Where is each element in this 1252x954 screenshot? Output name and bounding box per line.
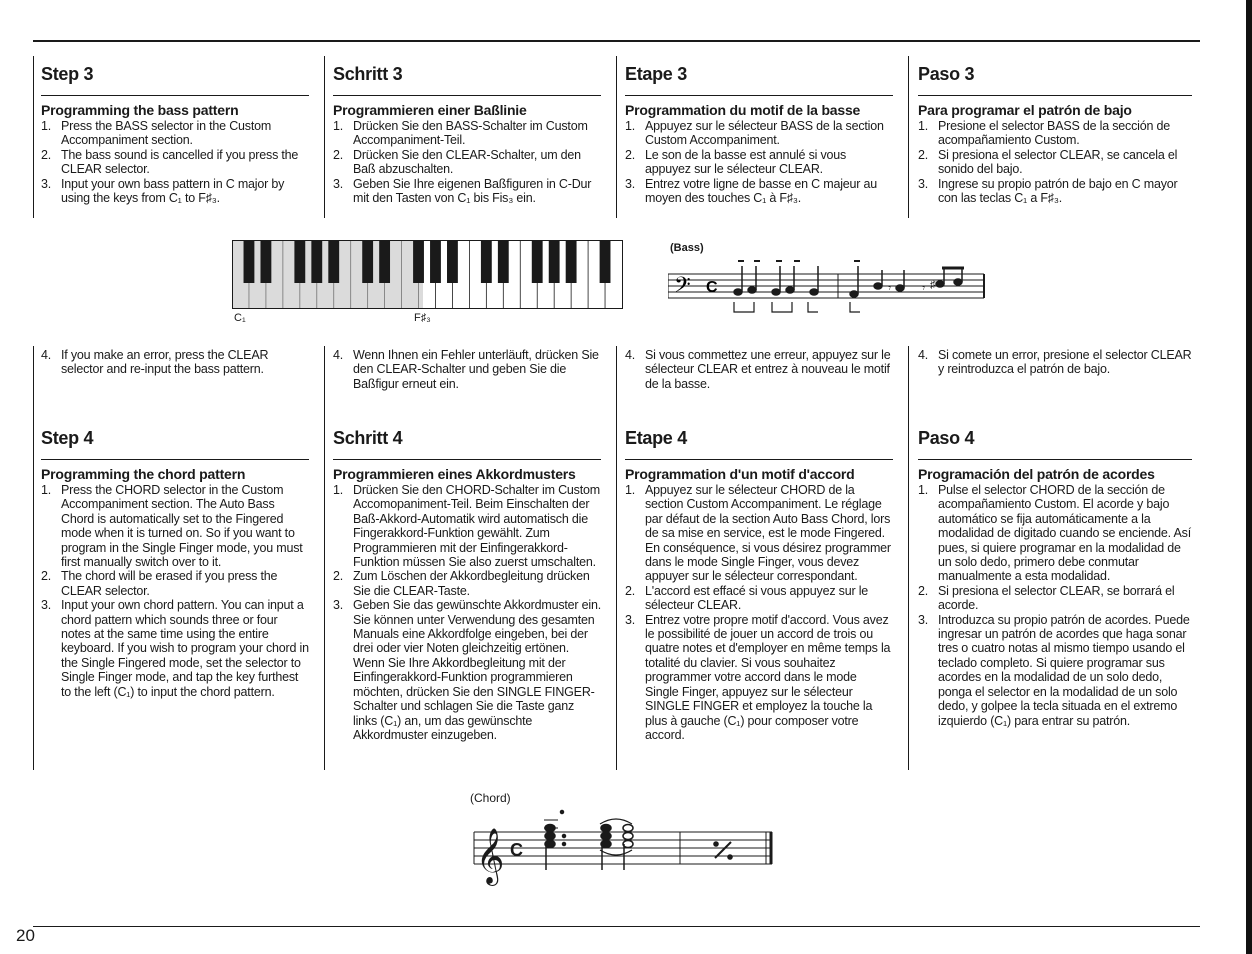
treble-clef-staff-icon	[470, 806, 776, 888]
section-title: Paso 4	[918, 428, 1192, 460]
section-subtitle: Programming the chord pattern	[41, 466, 246, 482]
list-item: 1. Pulse el selector CHORD de la sección de acompañamiento Custom. El acorde y bajo automático se fija automáticamente a la modalidad de digitado cuando se enciende. Así pues, si quiere programar en la modalidad de un solo dedo, primero debe conmutar manualmente a esta modalidad.	[918, 483, 1191, 584]
section-title: Etape 3	[625, 64, 893, 96]
bottom-rule	[33, 926, 1200, 927]
column-divider	[33, 346, 34, 770]
column-divider	[616, 56, 617, 218]
page-edge-bar	[1246, 0, 1252, 954]
column-divider	[33, 56, 34, 218]
black-key	[379, 241, 390, 283]
step4-fr-section	[625, 428, 893, 742]
list-item: 2. Si presiona el selector CLEAR, se borrará el acorde.	[918, 583, 1175, 613]
list-item: 4. Si vous commettez une erreur, appuyez sur le sélecteur CLEAR et entrez à nouveau le motif de la basse.	[625, 348, 891, 391]
section-subtitle: Para programar el patrón de bajo	[918, 102, 1132, 118]
list-item: 2. Drücken Sie den CLEAR-Schalter, um den Baß abzuschalten.	[333, 147, 581, 177]
black-key	[244, 241, 255, 283]
list-item: 2. The bass sound is cancelled if you press the CLEAR selector.	[41, 147, 299, 177]
black-key	[260, 241, 271, 283]
list-item: 4. Si comete un error, presione el selector CLEAR y reintroduzca el patrón de bajo.	[918, 348, 1192, 377]
piano-keyboard-icon	[232, 240, 624, 310]
list-item: 4. Wenn Ihnen ein Fehler unterläuft, drücken Sie den CLEAR-Schalter und geben Sie die Baßfigur erneut ein.	[333, 348, 599, 391]
section-title: Etape 4	[625, 428, 893, 460]
section-subtitle: Programming the bass pattern	[41, 102, 239, 118]
page-number: 20	[16, 926, 35, 945]
column-divider	[616, 346, 617, 770]
black-key	[566, 241, 577, 283]
list-item: 3. Entrez votre ligne de basse en C majeur au moyen des touches C₁ à F♯₃.	[625, 176, 878, 206]
instruction-list	[625, 119, 893, 205]
list-item: 1. Press the CHORD selector in the Custom Accompaniment section. The Auto Bass Chord is automatically set to the Fingered mode when it is turned on. So if you want to program in the Single Finger mode, you must first manually switch over to it.	[41, 483, 303, 570]
list-item: 2. The chord will be erased if you press the CLEAR selector.	[41, 569, 278, 598]
instruction-list	[918, 348, 1192, 377]
instruction-list	[625, 483, 893, 742]
black-key	[328, 241, 339, 283]
instruction-list	[41, 348, 309, 377]
chord-label: (Chord)	[470, 791, 511, 805]
column-divider	[324, 346, 325, 770]
section-title: Schritt 3	[333, 64, 601, 96]
step4-es-section	[918, 428, 1192, 728]
svg-text:𝄞: 𝄞	[476, 830, 505, 883]
section-title: Step 3	[41, 64, 309, 96]
black-key	[532, 241, 543, 283]
section-subtitle: Programmation du motif de la basse	[625, 102, 861, 118]
instruction-list	[333, 348, 601, 391]
step3-fr-section	[625, 64, 893, 205]
list-item: 1. Appuyez sur le sélecteur CHORD de la section Custom Accompaniment. Le réglage par défaut de la section Auto Bass Chord, lors de sa mise en service, est le mode Fingered. En conséquence, si vous désirez programmer dans le mode Single Finger, vous devez appuyer sur le sélecteur correspondant.	[625, 483, 891, 584]
black-key	[549, 241, 560, 283]
svg-text:♯: ♯	[930, 279, 936, 291]
black-key	[498, 241, 509, 283]
list-item: 1. Presione el selector BASS de la sección de acompañamiento Custom.	[918, 119, 1171, 148]
list-item: 3. Entrez votre propre motif d'accord. Vous avez le possibilité de jouer un accord de trois ou quatre notes et d'employer en même temps la totalité du clavier. Si vous souhaitez programmer votre accord dans le mode Single Finger, appuyez sur le sélecteur SINGLE FINGER et employez la touche la plus à gauche (C₁) pour composer votre accord.	[625, 612, 891, 742]
section-title: Paso 3	[918, 64, 1192, 96]
section-subtitle: Programmieren einer Baßlinie	[333, 102, 527, 118]
instruction-list	[333, 483, 601, 742]
step3-de-continued	[333, 348, 601, 391]
list-item: 2. Zum Löschen der Akkordbegleitung drücken Sie die CLEAR-Taste.	[333, 569, 590, 598]
list-item: 1. Appuyez sur le sélecteur BASS de la section Custom Accompaniment.	[625, 119, 884, 148]
black-key	[447, 241, 458, 283]
step4-de-section	[333, 428, 601, 742]
black-key	[481, 241, 492, 283]
list-item: 1. Drücken Sie den BASS-Schalter im Custom Accompaniment-Teil.	[333, 119, 588, 148]
column-divider	[908, 56, 909, 218]
section-title: Schritt 4	[333, 428, 601, 460]
list-item: 3. Ingrese su propio patrón de bajo en C mayor con las teclas C₁ a F♯₃.	[918, 176, 1178, 206]
list-item: 3. Input your own bass pattern in C major by using the keys from C₁ to F♯₃.	[41, 176, 285, 206]
svg-text:𝄢: 𝄢	[674, 272, 691, 302]
svg-text:C: C	[510, 840, 523, 860]
list-item: 1. Drücken Sie den CHORD-Schalter im Custom Accomopaniment-Teil. Beim Einschalten der Baß-Akkord-Automatik wird automatisch die Fingerakkord-Funktion gewählt. Zum Programmieren mit der Einfingerakkord-Funktion müssen Sie also zuerst umschalten.	[333, 483, 600, 570]
instruction-list	[918, 483, 1192, 728]
section-subtitle: Programmieren eines Akkordmusters	[333, 466, 576, 482]
list-item: 3. Geben Sie das gewünschte Akkordmuster ein. Sie können unter Verwendung des gesamten Manuals eine Akkordfolge eingeben, bei der drei oder vier Noten gleichzeitig ertönen. Wenn Sie Ihre Akkordbegleitung mit der Einfingerakkord-Funktion programmieren möchten, drücken Sie den SINGLE FINGER-Schalter und schlagen Sie die Taste ganz links (C₁) an, um das gewünschte Akkordmuster einzugeben.	[333, 598, 601, 742]
list-item: 3. Geben Sie Ihre eigenen Baßfiguren in C-Dur mit den Tasten von C₁ bis Fis₃ ein.	[333, 176, 592, 206]
list-item: 2. L'accord est effacé si vous appuyez sur le sélecteur CLEAR.	[625, 583, 869, 613]
black-key	[413, 241, 424, 283]
bass-clef-staff-icon	[668, 256, 988, 316]
svg-text:𝄾: 𝄾	[888, 281, 892, 295]
list-item: 3. Introduzca su propio patrón de acordes. Puede ingresar un patrón de acordes que haga sonar tres o cuatro notas al mismo tiempo usando el teclado completo. Si quiere programar sus acordes en la modalidad de un solo dedo, ponga el selector en la modalidad de un solo dedo, y golpee la tecla situada en el extremo izquierdo (C₁) para entrar su patrón.	[918, 612, 1190, 728]
section-subtitle: Programación del patrón de acordes	[918, 466, 1155, 482]
list-item: 2. Si presiona el selector CLEAR, se cancela el sonido del bajo.	[918, 147, 1178, 177]
column-divider	[324, 56, 325, 218]
instruction-list	[41, 483, 309, 699]
instruction-list	[625, 348, 893, 391]
step3-fr-continued	[625, 348, 893, 391]
column-divider	[908, 346, 909, 770]
step4-en-section	[41, 428, 309, 699]
instruction-list	[41, 119, 309, 205]
step3-es-section	[918, 64, 1192, 205]
list-item: 2. Le son de la basse est annulé si vous appuyez sur le sélecteur CLEAR.	[625, 147, 847, 177]
svg-text:C: C	[706, 279, 718, 296]
section-subtitle: Programmation d'un motif d'accord	[625, 466, 855, 482]
list-item: 1. Press the BASS selector in the Custom Accompaniment section.	[41, 119, 272, 148]
black-key	[311, 241, 322, 283]
keyboard-label-low: C₁	[234, 312, 246, 324]
list-item: 4. If you make an error, press the CLEAR selector and re-input the bass pattern.	[41, 348, 269, 377]
section-title: Step 4	[41, 428, 309, 460]
black-key	[430, 241, 441, 283]
top-rule	[33, 40, 1200, 42]
bass-label: (Bass)	[670, 242, 704, 254]
step3-en-section	[41, 64, 309, 205]
instruction-list	[918, 119, 1192, 205]
step3-es-continued	[918, 348, 1192, 377]
instruction-list	[333, 119, 601, 205]
step3-en-continued	[41, 348, 309, 377]
step3-de-section	[333, 64, 601, 205]
svg-text:𝄾: 𝄾	[922, 281, 926, 295]
keyboard-label-high: F♯₃	[414, 312, 431, 324]
black-key	[600, 241, 611, 283]
black-key	[294, 241, 305, 283]
list-item: 3. Input your own chord pattern. You can input a chord pattern which sounds three or four notes at the same time using the entire keyboard. If you wish to program your chord in the Single Fingered mode, set the selector to Single Finger mode, and tap the key furthest to the left (C₁) to input the chord pattern.	[41, 598, 309, 699]
black-key	[362, 241, 373, 283]
